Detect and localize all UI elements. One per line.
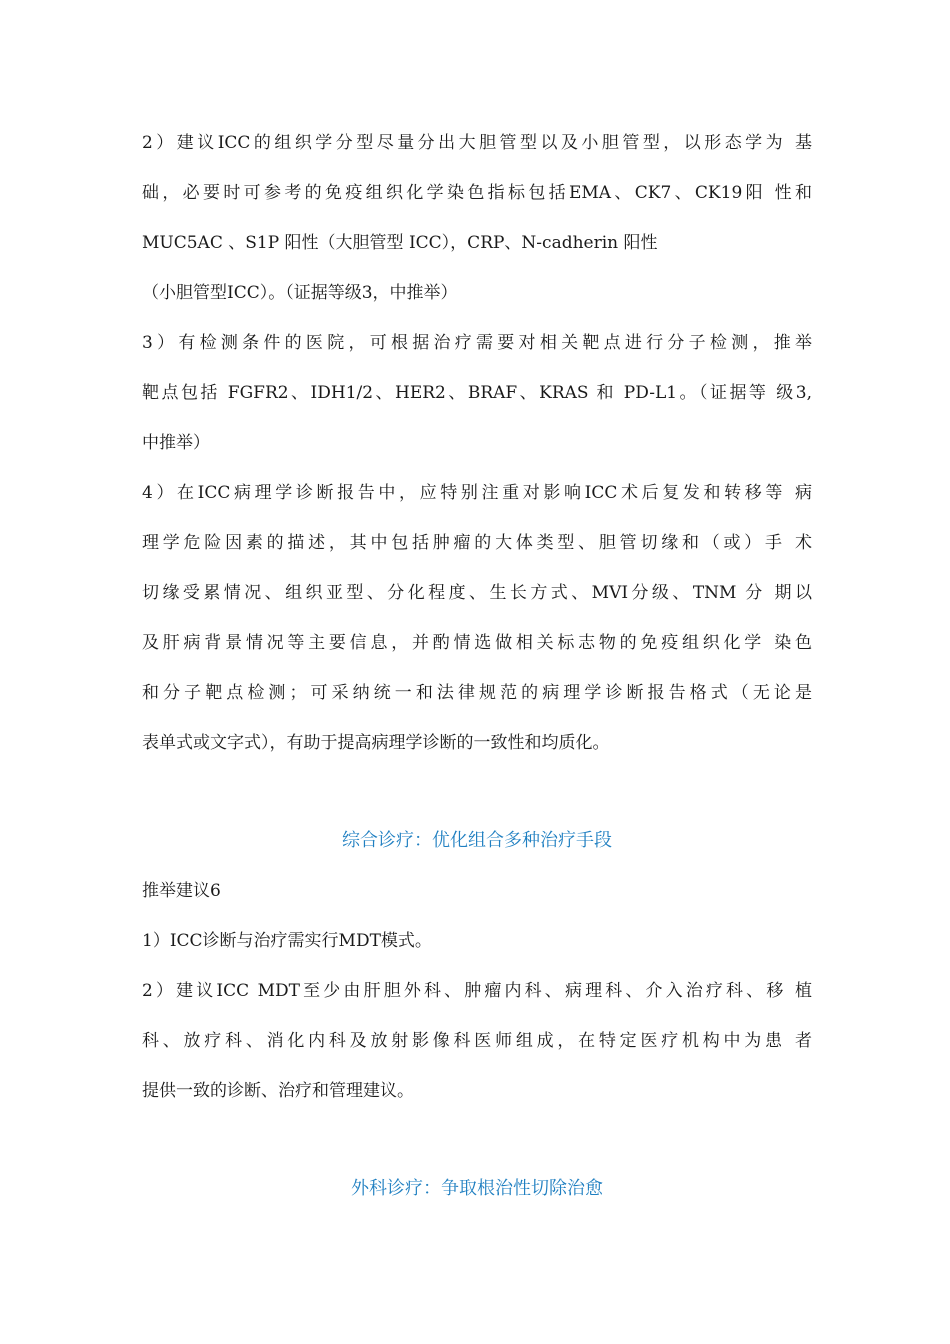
text-line: 础，必要时可参考的免疫组织化学染色指标包括EMA、CK7、CK19阳 性和 [142, 183, 812, 203]
text-line: 提供一致的诊断、治疗和管理建议。 [142, 1081, 414, 1101]
text-line: 推举建议6 [142, 881, 221, 901]
paragraph-4 [142, 468, 812, 768]
section-heading-comprehensive-treatment: 综合诊疗：优化组合多种治疗手段 [342, 830, 612, 851]
text-line: 1）ICC诊断与治疗需实行MDT模式。 [142, 931, 432, 951]
text-line: 切缘受累情况、组织亚型、分化程度、生长方式、MVI分级、TNM 分 期以 [142, 583, 812, 603]
text-line: 表单式或文字式），有助于提高病理学诊断的一致性和均质化。 [142, 733, 610, 753]
paragraph-3 [142, 318, 812, 468]
text-line: （小胆管型ICC）。（证据等级3，中推举） [142, 283, 458, 303]
section-heading-surgical-treatment: 外科诊疗：争取根治性切除治愈 [351, 1178, 603, 1199]
recommendation-label [142, 866, 812, 916]
text-line: 及肝病背景情况等主要信息，并酌情选做相关标志物的免疫组织化学 染色 [142, 633, 812, 653]
spacer [142, 768, 812, 816]
paragraph-2 [142, 118, 812, 318]
text-line: 科、放疗科、消化内科及放射影像科医师组成，在特定医疗机构中为患 者 [142, 1031, 812, 1051]
text-line: 2）建议ICC MDT至少由肝胆外科、肿瘤内科、病理科、介入治疗科、移 植 [142, 981, 812, 1001]
text-line: 2）建议ICC的组织学分型尽量分出大胆管型以及小胆管型，以形态学为 基 [142, 133, 812, 153]
text-line: 理学危险因素的描述，其中包括肿瘤的大体类型、胆管切缘和（或）手 术 [142, 533, 812, 553]
text-line: 和分子靶点检测；可采纳统一和法律规范的病理学诊断报告格式（无论是 [142, 683, 812, 703]
text-line: MUC5AC 、S1P 阳性（大胆管型 ICC），CRP、N-cadherin 阳性 [142, 233, 658, 253]
section1-paragraph-2 [142, 966, 812, 1116]
section1-paragraph-1 [142, 916, 812, 966]
text-line: 4）在ICC病理学诊断报告中，应特别注重对影响ICC术后复发和转移等 病 [142, 483, 812, 503]
spacer [142, 1116, 812, 1164]
text-line: 3）有检测条件的医院，可根据治疗需要对相关靶点进行分子检测，推举 [142, 333, 812, 353]
document-page [142, 118, 812, 1214]
text-line: 中推举） [142, 433, 210, 453]
text-line: 靶点包括 FGFR2、IDH1/2、HER2、BRAF、KRAS 和 PD-L1。（证据等 级3, [142, 383, 812, 403]
